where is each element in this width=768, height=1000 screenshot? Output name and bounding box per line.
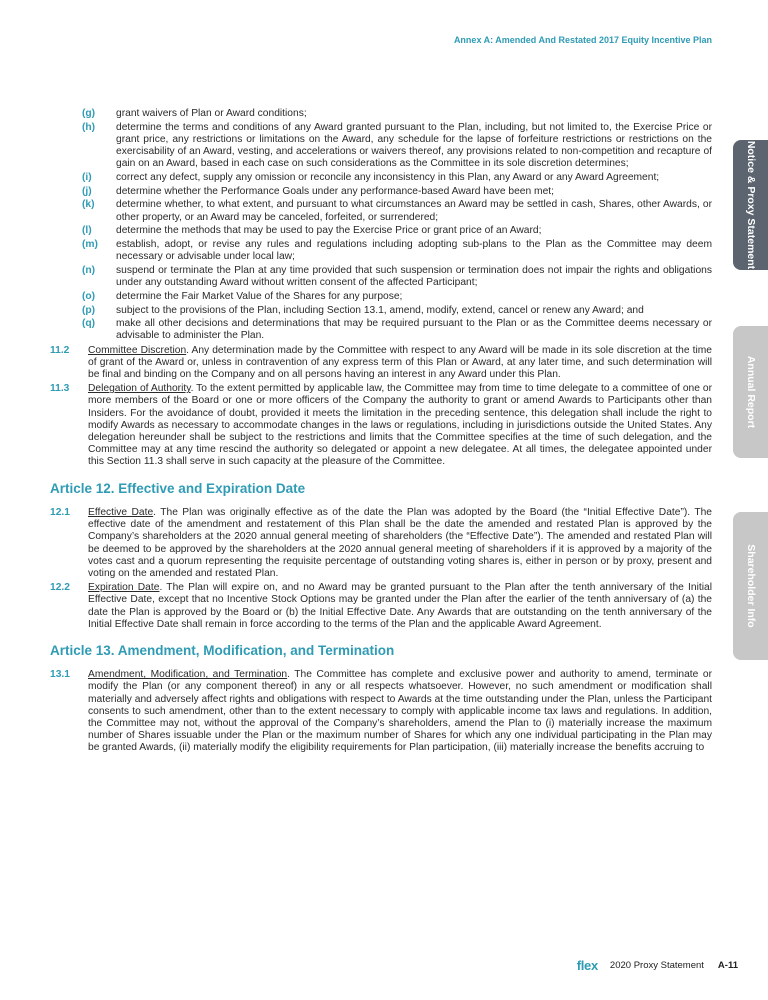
- item-marker: (g): [82, 108, 96, 119]
- item-text: determine the terms and conditions of any Award granted pursuant to the Plan, including, but not limited to, the Exercise Price or grant price, any restrictions or limitations on the Award, any schedule for the lapse of forfeiture restrictions or restrictions on the exercisability of an Award, vesting, and accelerations or waivers thereof, any provisions related to non-competition and recapture of gain on an Award, based in each case on such considerations as the Committee in its sole discretion determines;: [116, 121, 712, 170]
- item-text: determine the Fair Market Value of the Shares for any purpose;: [116, 290, 403, 302]
- list-item: [50, 239, 712, 263]
- item-marker: (o): [82, 290, 96, 302]
- item-text: suspend or terminate the Plan at any time provided that such suspension or termination does not impair the rights and obligations under any outstanding Award without written consent of the affected Participant;: [116, 264, 712, 289]
- list-item: [50, 108, 712, 120]
- section-paragraph: [50, 345, 712, 382]
- running-header: Annex A: Amended And Restated 2017 Equity Incentive Plan: [453, 35, 712, 45]
- item-text: grant waivers of Plan or Award conditions;: [116, 108, 307, 119]
- list-item: [50, 265, 712, 289]
- item-marker: (l): [82, 225, 92, 237]
- list-item: [50, 291, 712, 303]
- document-body: [50, 108, 712, 756]
- section-paragraph: [50, 507, 712, 580]
- section-number: 12.2: [50, 582, 70, 594]
- page-footer: [577, 958, 738, 973]
- article-13-sections: [50, 669, 712, 754]
- list-item: [50, 186, 712, 198]
- item-text: determine the methods that may be used to pay the Exercise Price or grant price of an Award;: [116, 225, 542, 237]
- item-marker: (h): [82, 121, 96, 133]
- item-marker: (m): [82, 239, 98, 251]
- item-marker: (k): [82, 199, 95, 211]
- page-number: A-11: [717, 960, 738, 971]
- list-item: [50, 199, 712, 223]
- item-text: correct any defect, supply any omission or reconcile any inconsistency in this Plan, any Award or any Award Agreement;: [116, 172, 660, 184]
- section-number: 12.1: [50, 506, 70, 518]
- side-tab-annual-report[interactable]: [733, 326, 768, 458]
- section-text: . The Plan will expire on, and no Award may be granted pursuant to the Plan after the tenth anniversary of the Initial Effective Date, except that no Incentive Stock Options may be granted under the Plan after the earlier of the tenth anniversary of (a) the date the Plan is approved by the Board or (b) the Initial Effective Date. Any Awards that are outstanding on the tenth anniversary of the Initial Effective Date shall remain in force according to the terms of the Plan and the applicable Award Agreement.: [88, 582, 712, 630]
- list-item: [50, 305, 712, 317]
- list-item: [50, 225, 712, 237]
- section-text: . To the extent permitted by applicable law, the Committee may from time to time delegate to a committee of one or more members of the Board or one or more officers of the Company the authority to grant or amend Awards to Participants other than Insiders. For the avoidance of doubt, provided it meets the limitation in the preceding sentence, this delegation shall include the right to modify Awards as necessary to accommodate changes in the laws or regulations, including in jurisdictions outside the United States. Any delegation hereunder shall be subject to the restrictions and limits that the Committee specifies at the time of such delegation, and the Committee may at any time rescind the authority so delegated or appoint a new delegatee. At all times, the delegatee appointed under this Section 11.3 shall serve in such capacity at the pleasure of the Committee.: [88, 383, 713, 468]
- committee-powers-list: [50, 108, 712, 343]
- section-paragraph: [50, 582, 712, 631]
- side-tab-notice-proxy[interactable]: [733, 140, 768, 270]
- section-title: Effective Date: [88, 506, 154, 518]
- section-paragraph: [50, 383, 712, 468]
- side-tab-label: Notice & Proxy Statement: [744, 140, 757, 270]
- footer-text: 2020 Proxy Statement: [609, 960, 704, 971]
- item-marker: (p): [82, 304, 96, 316]
- item-text: subject to the provisions of the Plan, including Section 13.1, amend, modify, extend, cancel or renew any Award; and: [116, 304, 644, 316]
- item-text: make all other decisions and determinations that may be required pursuant to the Plan or as the Committee deems necessary or advisable to administer the Plan.: [116, 318, 712, 342]
- item-text: determine whether the Performance Goals under any performance-based Award have been met;: [116, 185, 554, 197]
- article-12-heading: Article 12. Effective and Expiration Date: [50, 480, 306, 496]
- section-number: 13.1: [50, 669, 70, 681]
- section-title: Delegation of Authority: [88, 383, 191, 395]
- side-tab-label: Annual Report: [744, 355, 757, 429]
- section-title: Amendment, Modification, and Termination: [88, 669, 288, 681]
- article-13-heading: Article 13. Amendment, Modification, and Termination: [50, 642, 395, 658]
- side-tab-label: Shareholder Info: [744, 544, 757, 628]
- side-tab-shareholder-info[interactable]: [733, 512, 768, 660]
- section-body: [88, 669, 712, 754]
- section-title: Committee Discretion: [88, 344, 187, 356]
- list-item: [50, 318, 712, 342]
- item-marker: (n): [82, 264, 96, 276]
- section-body: [88, 507, 712, 580]
- item-marker: (j): [82, 185, 92, 197]
- item-marker: (i): [82, 172, 92, 184]
- list-item: [50, 172, 712, 184]
- section-body: [88, 345, 712, 382]
- section-paragraph: [50, 669, 712, 754]
- section-number: 11.2: [50, 344, 70, 356]
- section-body: [88, 383, 712, 468]
- item-text: determine whether, to what extent, and pursuant to what circumstances an Award may be settled in cash, Shares, other Awards, or other property, or an Award may be canceled, forfeited, or surrendered;: [116, 199, 712, 223]
- flex-logo: flex: [576, 958, 598, 973]
- section-text: . The Plan was originally effective as of the date the Plan was adopted by the Board (the “Initial Effective Date”). The effective date of the amendment and restatement of this Plan shall be the date the amended and restated Plan is approved by the Company’s shareholders at the 2020 annual general meeting of shareholders (the “Effective Date”). The amended and restated Plan will be deemed to be approved by the shareholders at the 2020 annual general meeting of shareholders if it is approved by a majority of the votes cast and a quorum representing the requisite percentage of outstanding voting shares is, either in person or by proxy, present and voting on the amended and restated Plan.: [88, 506, 712, 579]
- section-text: . Any determination made by the Committee with respect to any Award will be made in its sole discretion at the time of grant of the Award or, unless in contravention of any express term of this Plan or Award, at any later time, and such determination will be final and binding on the Company and on all persons having an interest in any Award under this Plan.: [88, 344, 712, 381]
- section-text: . The Committee has complete and exclusive power and authority to amend, terminate or modify the Plan (or any component thereof) in any or all respects whatsoever. However, no such amendment or modification shall materially and adversely affect rights and obligations with respect to Awards at the time outstanding under the Plan, unless the Participant consents to such amendment, other than to the extent necessary to comply with applicable income tax laws and regulations. In addition, the Committee may not, without the approval of the Company’s shareholders, amend the Plan to (i) materially increase the maximum number of Shares issuable under the Plan or the maximum number of Shares for which any one individual participating in the Plan may be granted Awards, (ii) materially modify the eligibility requirements for Plan participation, (iii) materially increase the benefits accruing to: [88, 669, 712, 754]
- item-text: establish, adopt, or revise any rules and regulations including adopting sub-plans to the Plan as the Committee may deem necessary or advisable under local law;: [116, 239, 712, 263]
- item-marker: (q): [82, 318, 96, 330]
- section-number: 11.3: [50, 383, 70, 395]
- section-11-continued: [50, 345, 712, 469]
- section-title: Expiration Date: [88, 582, 160, 594]
- article-12-sections: [50, 507, 712, 631]
- section-body: [88, 582, 712, 631]
- list-item: [50, 122, 712, 171]
